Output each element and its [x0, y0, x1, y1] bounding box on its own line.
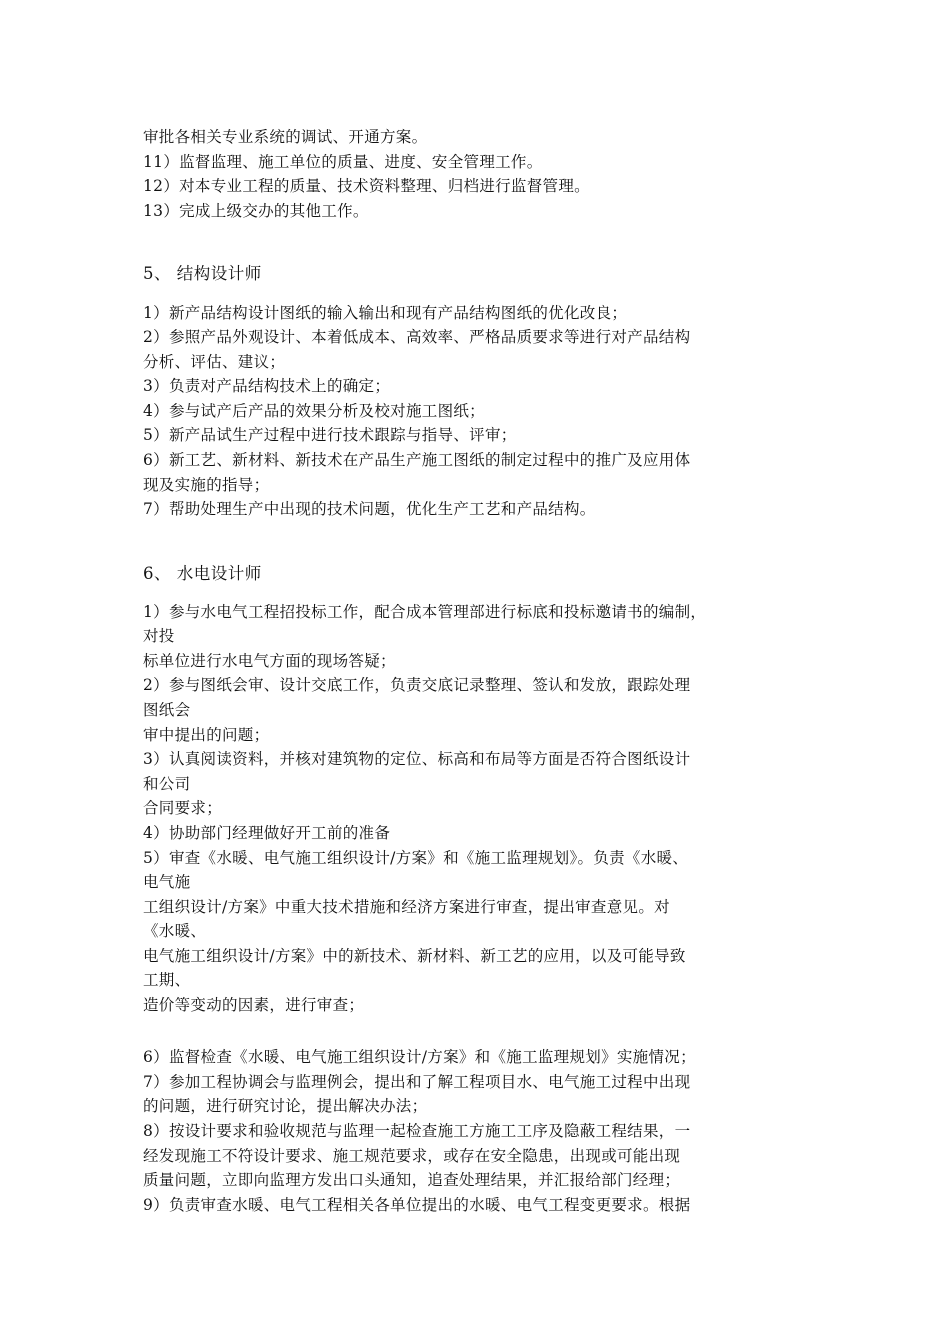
text-line: 合同要求； [143, 799, 223, 817]
text-line: 1）参与水电气工程招投标工作，配合成本管理部进行标底和投标邀请书的编制， [143, 603, 707, 621]
text-line: 对投 [143, 627, 175, 645]
text-line: 13）完成上级交办的其他工作。 [143, 202, 369, 220]
text-line: 8）按设计要求和验收规范与监理一起检查施工方施工工序及隐蔽工程结果，一 [143, 1122, 691, 1140]
text-line: 2）参照产品外观设计、本着低成本、高效率、严格品质要求等进行对产品结构 [143, 328, 691, 346]
text-line: 9）负责审查水暖、电气工程相关各单位提出的水暖、电气工程变更要求。根据 [143, 1196, 691, 1214]
text-line: 电气施工组织设计/方案》中的新技术、新材料、新工艺的应用，以及可能导致 [143, 947, 686, 965]
text-line: 3）负责对产品结构技术上的确定； [143, 377, 391, 395]
text-line: 分析、评估、建议； [143, 353, 286, 371]
text-line: 和公司 [143, 775, 191, 793]
text-line: 4）参与试产后产品的效果分析及校对施工图纸； [143, 402, 485, 420]
text-line: 经发现施工不符设计要求、施工规范要求，或存在安全隐患，出现或可能出现 [143, 1147, 681, 1165]
text-line: 1）新产品结构设计图纸的输入输出和现有产品结构图纸的优化改良； [143, 304, 628, 322]
text-line: 工组织设计/方案》中重大技术措施和经济方案进行审查，提出审查意见。对 [143, 898, 670, 916]
text-line: 质量问题，立即向监理方发出口头通知，追查处理结果，并汇报给部门经理； [143, 1171, 681, 1189]
text-line: 审批各相关专业系统的调试、开通方案。 [143, 128, 428, 146]
section-heading: 6、 水电设计师 [143, 564, 262, 583]
text-line: 6）新工艺、新材料、新技术在产品生产施工图纸的制定过程中的推广及应用体 [143, 451, 691, 469]
document-page [143, 0, 833, 1344]
text-line: 3）认真阅读资料，并核对建筑物的定位、标高和布局等方面是否符合图纸设计 [143, 750, 691, 768]
text-line: 电气施 [143, 873, 191, 891]
text-line: 12）对本专业工程的质量、技术资料整理、归档进行监督管理。 [143, 177, 590, 195]
text-line: 2）参与图纸会审、设计交底工作，负责交底记录整理、签认和发放，跟踪处理 [143, 676, 691, 694]
text-line: 现及实施的指导； [143, 476, 270, 494]
text-line: 标单位进行水电气方面的现场答疑； [143, 652, 396, 670]
text-line: 7）参加工程协调会与监理例会，提出和了解工程项目水、电气施工过程中出现 [143, 1073, 691, 1091]
text-line: 审中提出的问题； [143, 726, 270, 744]
text-line: 造价等变动的因素，进行审查； [143, 996, 365, 1014]
text-line: 4）协助部门经理做好开工前的准备 [143, 824, 391, 842]
text-line: 图纸会 [143, 701, 191, 719]
text-line: 5）新产品试生产过程中进行技术跟踪与指导、评审； [143, 426, 517, 444]
text-line: 6）监督检查《水暖、电气施工组织设计/方案》和《施工监理规划》实施情况； [143, 1048, 696, 1066]
text-line: 11）监督监理、施工单位的质量、进度、安全管理工作。 [143, 153, 543, 171]
section-heading: 5、 结构设计师 [143, 264, 262, 283]
text-line: 7）帮助处理生产中出现的技术问题，优化生产工艺和产品结构。 [143, 500, 596, 518]
text-line: 的问题，进行研究讨论，提出解决办法； [143, 1097, 428, 1115]
text-line: 工期、 [143, 971, 191, 989]
text-line: 《水暖、 [143, 922, 207, 940]
text-line: 5）审查《水暖、电气施工组织设计/方案》和《施工监理规划》。负责《水暖、 [143, 849, 689, 867]
